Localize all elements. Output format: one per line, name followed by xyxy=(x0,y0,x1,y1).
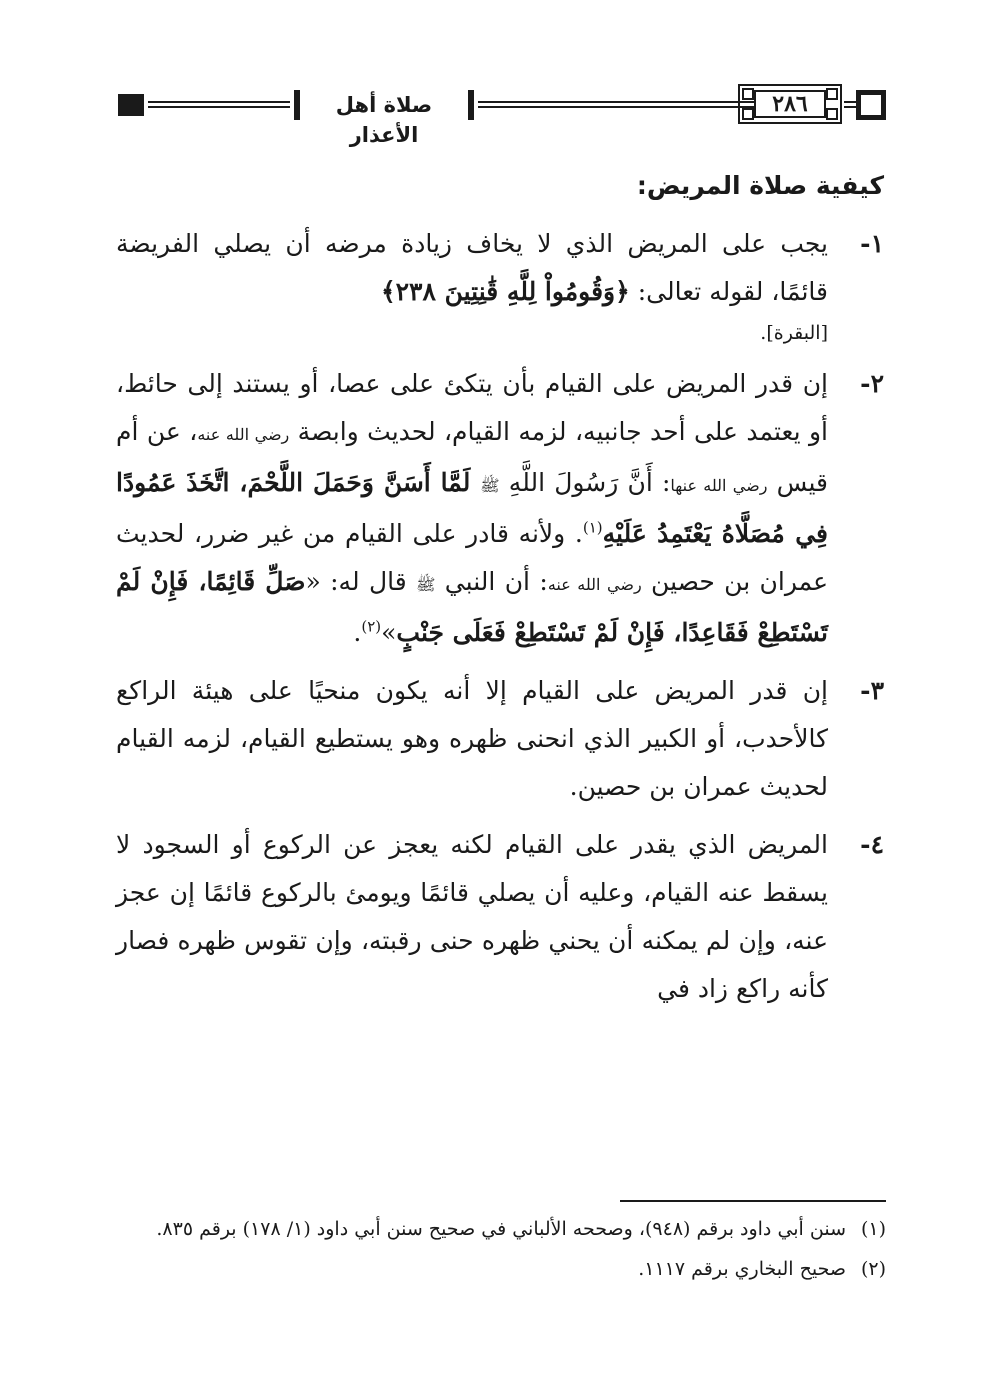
header-ornament-bar xyxy=(294,90,300,120)
hadith-text: صَلِّ قَائِمًا، فَإِنْ لَمْ تَسْتَطِعْ فَقَاعِدًا، فَإِنْ لَمْ تَسْتَطِعْ فَعَلَى جَنْبٍ xyxy=(116,567,828,647)
item-text: المريض الذي يقدر على القيام لكنه يعجز عن الركوع أو السجود لا يسقط عنه القيام، وعليه أن يصلي قائمًا ويومئ بالركوع قائمًا إن عجز عنه، وإن لم يمكنه أن يحني ظهره حنى رقبته، وإن تقوس ظهره فصار كأنه راكع زاد في xyxy=(116,830,828,1003)
section-heading: كيفية صلاة المريض: xyxy=(636,171,884,200)
footnote-number: (٢) xyxy=(860,1258,886,1280)
page-number: ٢٨٦ xyxy=(754,90,826,118)
footnote xyxy=(116,1252,886,1286)
list-item xyxy=(116,667,884,811)
item-text: إن قدر المريض على القيام بأن يتكئ على عصا، أو يستند إلى حائط، أو يعتمد على أحد جانبيه، لزمه القيام، لحديث وابصة رضي الله عنه، عن أم قيس رضي الله عنها: أَنَّ رَسُولَ اللَّهِ ﷺ لَمَّا أَسَنَّ وَحَمَلَ اللَّحْمَ، اتَّخَذَ عَمُودًا فِي مُصَلَّاهُ يَعْتَمِدُ عَلَيْهِ$^{(١)}$. ولأنه قادر على القيام من غير ضرر، لحديث عمران بن حصين رضي الله عنه: أن النبي ﷺ قال له: «صَلِّ قَائِمًا، فَإِنْ لَمْ تَسْتَطِعْ فَقَاعِدًا، فَإِنْ لَمْ تَسْتَطِعْ فَعَلَى جَنْبٍ»$^{(٢)}$. xyxy=(116,369,829,647)
list-item xyxy=(116,821,884,1013)
item-text: يجب على المريض الذي لا يخاف زيادة مرضه أن يصلي الفريضة قائمًا، لقوله تعالى: ﴿وَقُومُواْ لِلَّهِ قَٰنِتِينَ ٢٣٨﴾ [البقرة]. xyxy=(116,220,828,350)
header-ornament-bar xyxy=(468,90,474,120)
footnote-text: سنن أبي داود برقم (٩٤٨)، وصححه الألباني في صحيح سنن أبي داود (١/ ١٧٨) برقم ٨٣٥. xyxy=(156,1218,846,1240)
header-ornament-right-square xyxy=(856,90,886,120)
footnote-ref[interactable]: (١) xyxy=(582,518,603,537)
honorific: رضي الله عنه xyxy=(197,425,290,444)
honorific: ﷺ xyxy=(480,476,500,495)
honorific: رضي الله عنه xyxy=(547,575,642,594)
item-number: ٤- xyxy=(860,830,884,859)
list-item xyxy=(116,360,884,657)
header-ornament-left-square xyxy=(118,94,144,116)
item-number: ٢- xyxy=(860,369,884,398)
list-item xyxy=(116,220,884,350)
item-number: ٣- xyxy=(860,676,884,705)
footnote-ref[interactable]: (٢) xyxy=(361,617,382,636)
item-text: إن قدر المريض على القيام إلا أنه يكون منحيًا على هيئة الراكع كالأحدب، أو الكبير الذي انحنى ظهره وهو يستطيع القيام، لزمه القيام لحديث عمران بن حصين. xyxy=(116,676,828,801)
main-text xyxy=(116,162,884,1023)
honorific: رضي الله عنها xyxy=(670,476,768,495)
footnote-number: (١) xyxy=(860,1218,886,1240)
page-header xyxy=(118,84,886,147)
page-number-frame xyxy=(738,84,842,124)
quran-verse: ﴿وَقُومُواْ لِلَّهِ قَٰنِتِينَ ٢٣٨﴾ xyxy=(380,277,630,306)
hadith-text: لَمَّا أَسَنَّ وَحَمَلَ اللَّحْمَ، اتَّخَذَ عَمُودًا فِي مُصَلَّاهُ يَعْتَمِدُ عَلَيْهِ xyxy=(116,468,829,548)
footnote-separator xyxy=(620,1200,886,1202)
verse-reference: [البقرة]. xyxy=(760,322,828,344)
item-number: ١- xyxy=(860,229,884,258)
footnote xyxy=(116,1212,886,1246)
footnotes xyxy=(116,1212,886,1292)
footnote-text: صحيح البخاري برقم ١١١٧. xyxy=(638,1258,846,1280)
header-rule-left xyxy=(148,101,290,108)
honorific: ﷺ xyxy=(416,575,436,594)
running-title: صلاة أهل الأعذار xyxy=(335,93,433,147)
